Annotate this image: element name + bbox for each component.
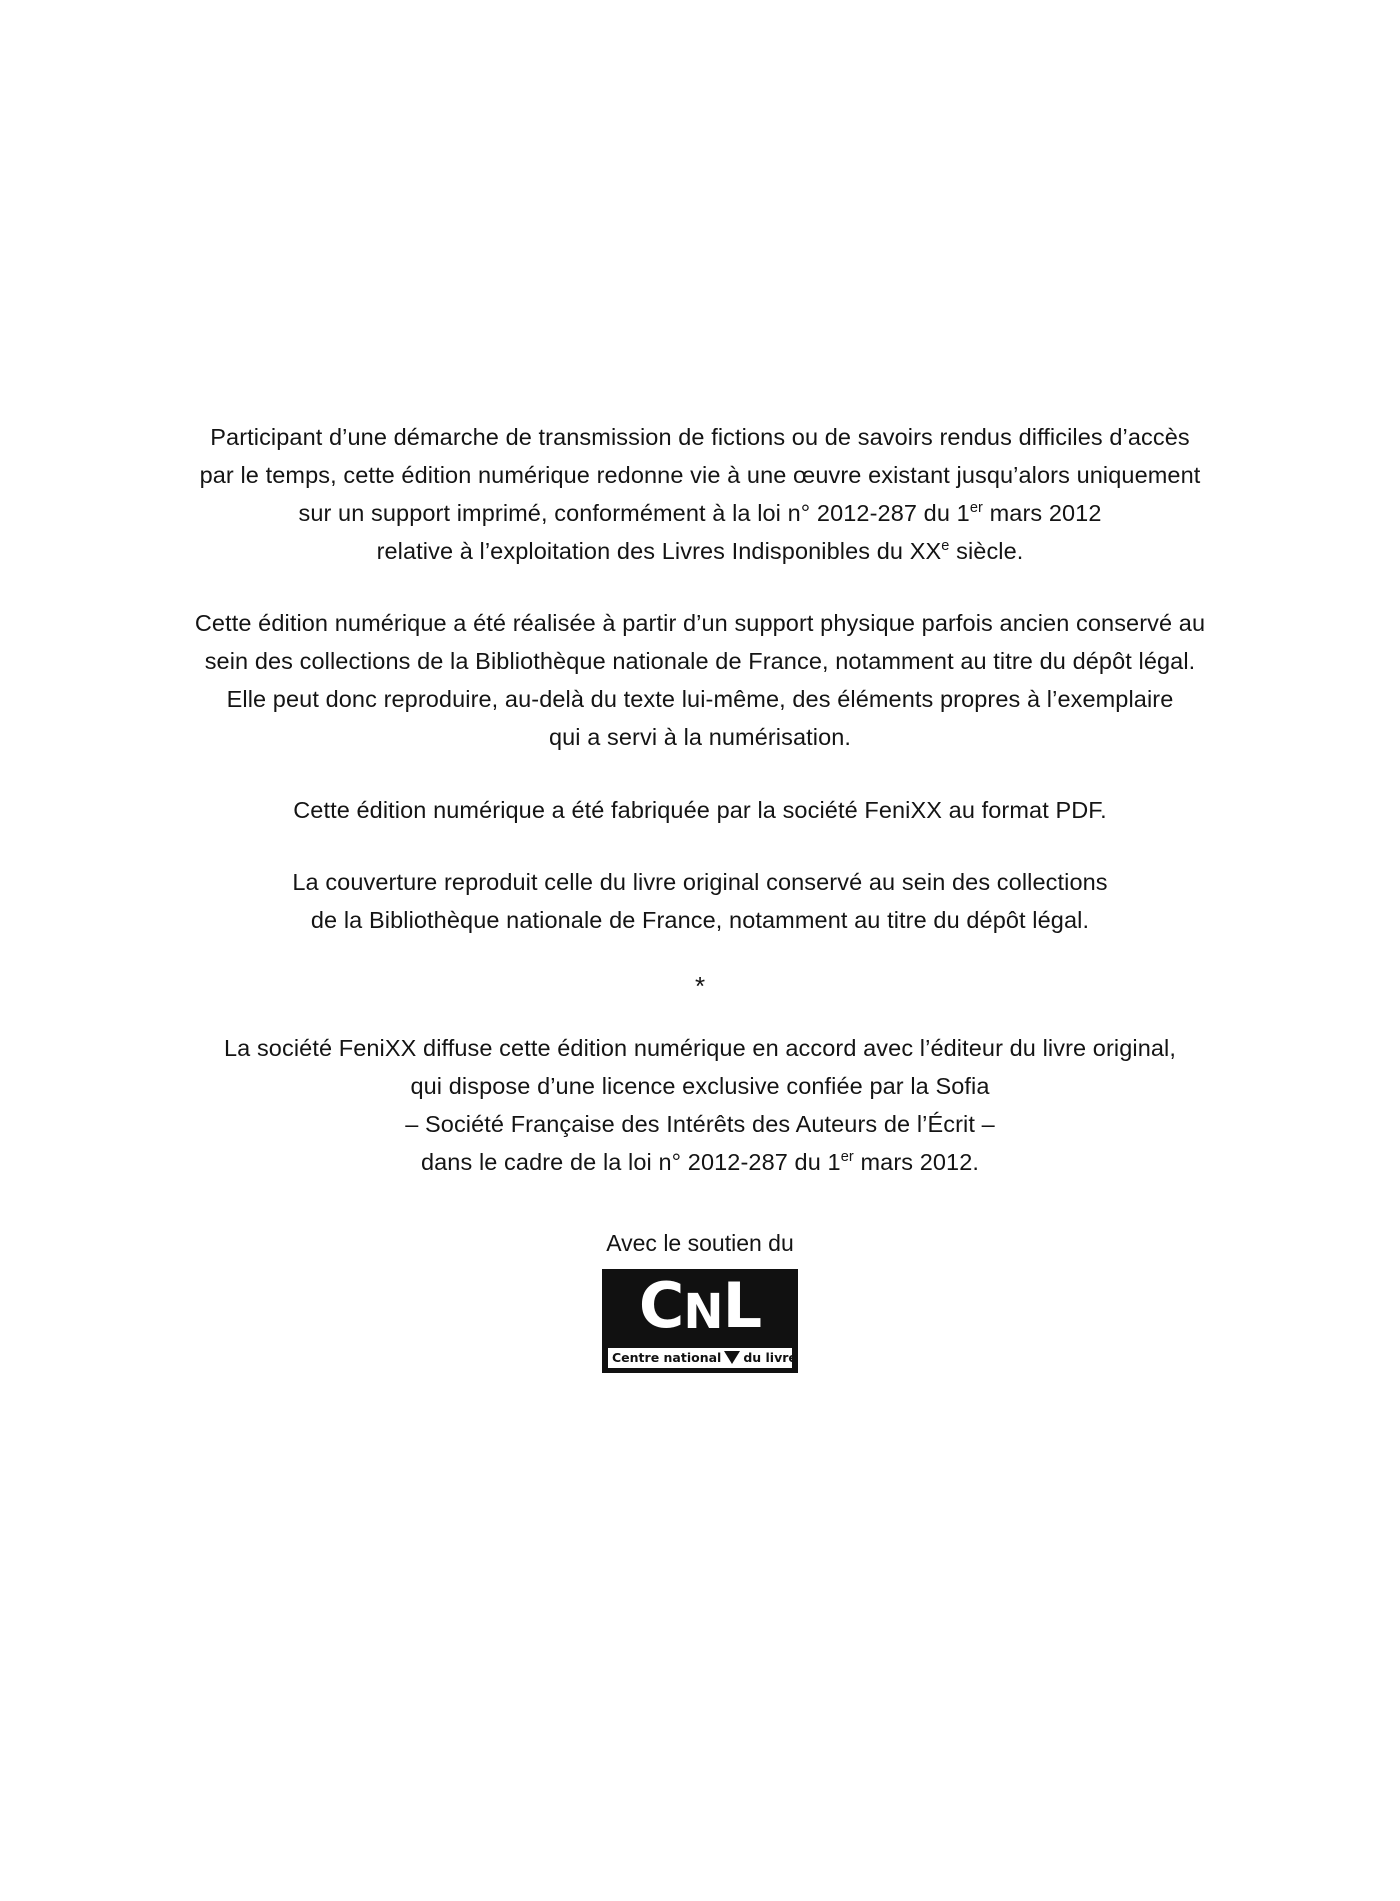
paragraph-line: Participant d’une démarche de transmission de fictions ou de savoirs rendus difficiles d’accès	[210, 424, 1190, 450]
cnl-letter-n: N	[683, 1283, 723, 1340]
cnl-logo-footer	[608, 1348, 797, 1368]
cnl-footer-right: du livre	[743, 1349, 797, 1365]
paragraph-line: La société FeniXX diffuse cette édition numérique en accord avec l’éditeur du livre original,	[223, 1034, 1177, 1061]
ordinal-suffix: er	[840, 1149, 854, 1166]
paragraph-line: sein des collections de la Bibliothèque nationale de France, notamment au titre du dépôt légal.	[204, 648, 1196, 675]
paragraph-line: Cette édition numérique a été réalisée à partir d’un support physique parfois ancien conservé au	[194, 610, 1206, 637]
cnl-letter-l: L	[722, 1268, 762, 1342]
paragraph-couverture	[130, 863, 1270, 939]
paragraph-line: de la Bibliothèque nationale de France, notamment au titre du dépôt légal.	[310, 906, 1090, 933]
paragraph-line: Elle peut donc reproduire, au-delà du texte lui-même, des éléments propres à l’exemplaire	[226, 686, 1174, 713]
paragraph-line: Cette édition numérique a été fabriquée par la société FeniXX au format PDF.	[293, 796, 1107, 823]
cnl-logo-letters	[602, 1268, 798, 1342]
paragraph-diffusion	[130, 1029, 1270, 1181]
cnl-logo	[602, 1269, 798, 1373]
paragraph-line: – Société Française des Intérêts des Auteurs de l’Écrit –	[405, 1110, 995, 1137]
support-block	[130, 1229, 1270, 1373]
ordinal-suffix: e	[941, 538, 950, 555]
paragraph-transmission	[130, 418, 1270, 570]
cnl-triangle-icon	[724, 1351, 740, 1364]
paragraph-line: qui dispose d’une licence exclusive confiée par la Sofia	[410, 1072, 990, 1099]
paragraph-line: dans le cadre de la loi n° 2012-287 du 1er mars 2012.	[420, 1148, 980, 1175]
section-separator-asterisk: *	[694, 970, 706, 1001]
paragraph-line: relative à l’exploitation des Livres Indisponibles du XXe siècle.	[376, 538, 1024, 565]
paragraph-line: sur un support imprimé, conformément à la loi n° 2012-287 du 1er mars 2012	[298, 500, 1102, 527]
cnl-footer-left: Centre national	[612, 1349, 722, 1365]
paragraph-source-physique	[130, 604, 1270, 756]
ordinal-suffix: er	[969, 500, 983, 517]
legal-notice-block	[130, 418, 1270, 1373]
cnl-letter-c: C	[638, 1268, 684, 1342]
paragraph-line: La couverture reproduit celle du livre original conservé au sein des collections	[292, 868, 1108, 895]
support-caption: Avec le soutien du	[606, 1229, 794, 1256]
paragraph-fabrication	[130, 791, 1270, 829]
paragraph-line: par le temps, cette édition numérique redonne vie à une œuvre existant jusqu’alors uniquement	[199, 462, 1201, 489]
paragraph-line: qui a servi à la numérisation.	[548, 724, 852, 751]
